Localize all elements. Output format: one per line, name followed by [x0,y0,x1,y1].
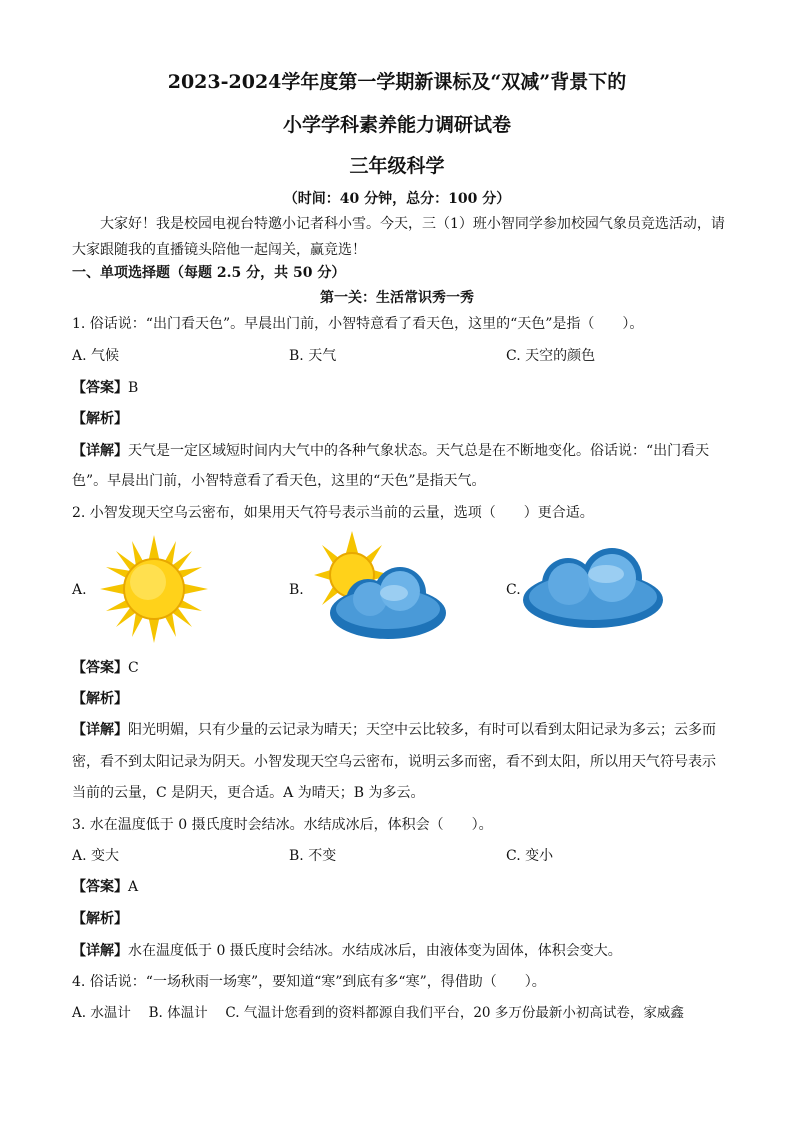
question-2-text: 2. 小智发现天空乌云密布，如果用天气符号表示当前的云量，选项（ ）更合适。 [72,505,594,521]
q1-option-b: B. 天气 [289,348,337,364]
question-4-text: 4. 俗话说：“一场秋雨一场寒”，要知道“寒”到底有多“寒”，得借助（ ）。 [72,974,546,990]
q2-option-c-label: C. [506,582,521,598]
q3-option-b: B. 不变 [289,848,337,864]
stage-heading: 第一关：生活常识秀一秀 [320,290,474,306]
answer-value: B [128,380,139,396]
answer-tag: 【答案】 [72,660,128,676]
detail-text: 天气是一定区域短时间内大气中的各种气象状态。天气总是在不断地变化。俗话说：“出门看天 [128,443,710,459]
question-3-text: 3. 水在温度低于 0 摄氏度时会结冰。水结成冰后，体积会（ ）。 [72,817,493,833]
q2-option-a-label: A. [72,582,87,598]
q2-option-b-label: B. [289,582,304,598]
question-1-text: 1. 俗话说：“出门看天色”。早晨出门前，小智特意看了看天色，这里的“天色”是指（ ）。 [72,316,644,332]
q1-answer [72,378,138,398]
cloud-icon [522,548,664,630]
answer-tag: 【答案】 [72,380,128,396]
partly-cloudy-icon [308,531,448,646]
q3-analysis-tag: 【解析】 [72,911,128,927]
q2-detail-line-2: 密，看不到太阳记录为阴天。小智发现天空乌云密布，说明云多而密，看不到太阳，所以用天气符号表示 [72,754,716,770]
q3-answer [72,877,138,897]
page-title: 2023-2024学年度第一学期新课标及“双减”背景下的 [167,71,627,93]
page-subtitle: 小学学科素养能力调研试卷 [282,114,511,136]
grade-title: 三年级科学 [349,155,445,177]
q1-option-a: A. 气候 [72,348,120,364]
q2-answer [72,658,139,678]
detail-tag: 【详解】 [72,722,128,738]
answer-value: A [128,879,139,895]
q4-options: A. 水温计 B. 体温计 C. 气温计您看到的资料都源自我们平台，20 多万份最新小初高试卷，家威鑫 [72,1005,684,1021]
time-info: （时间：40 分钟，总分：100 分） [283,191,511,207]
q3-option-a: A. 变大 [72,848,120,864]
detail-text: 阳光明媚，只有少量的云记录为晴天；天空中云比较多，有时可以看到太阳记录为多云；云多而 [128,722,716,738]
q1-analysis-tag: 【解析】 [72,411,128,427]
intro-line-1: 大家好！我是校园电视台特邀小记者科小雪。今天，三（1）班小智同学参加校园气象员竞选活动，请 [100,216,725,232]
q1-detail-line-2: 色”。早晨出门前，小智特意看了看天色，这里的“天色”是指天气。 [72,473,486,489]
detail-text: 水在温度低于 0 摄氏度时会结冰。水结成冰后，由液体变为固体，体积会变大。 [128,943,622,959]
q1-option-c: C. 天空的颜色 [506,348,596,364]
sun-icon [98,533,210,645]
q3-option-c: C. 变小 [506,848,554,864]
q1-detail-line-1 [72,441,709,461]
intro-line-2: 大家跟随我的直播镜头陪他一起闯关，赢竞选！ [72,242,366,258]
section-heading: 一、单项选择题（每题 2.5 分，共 50 分） [72,265,346,281]
answer-value: C [128,660,139,676]
answer-tag: 【答案】 [72,879,128,895]
q3-detail-line-1 [72,941,622,961]
q2-analysis-tag: 【解析】 [72,691,128,707]
q2-detail-line-1 [72,720,716,740]
q2-detail-line-3: 当前的云量，C 是阴天，更合适。A 为晴天；B 为多云。 [72,785,425,801]
detail-tag: 【详解】 [72,443,128,459]
detail-tag: 【详解】 [72,943,128,959]
